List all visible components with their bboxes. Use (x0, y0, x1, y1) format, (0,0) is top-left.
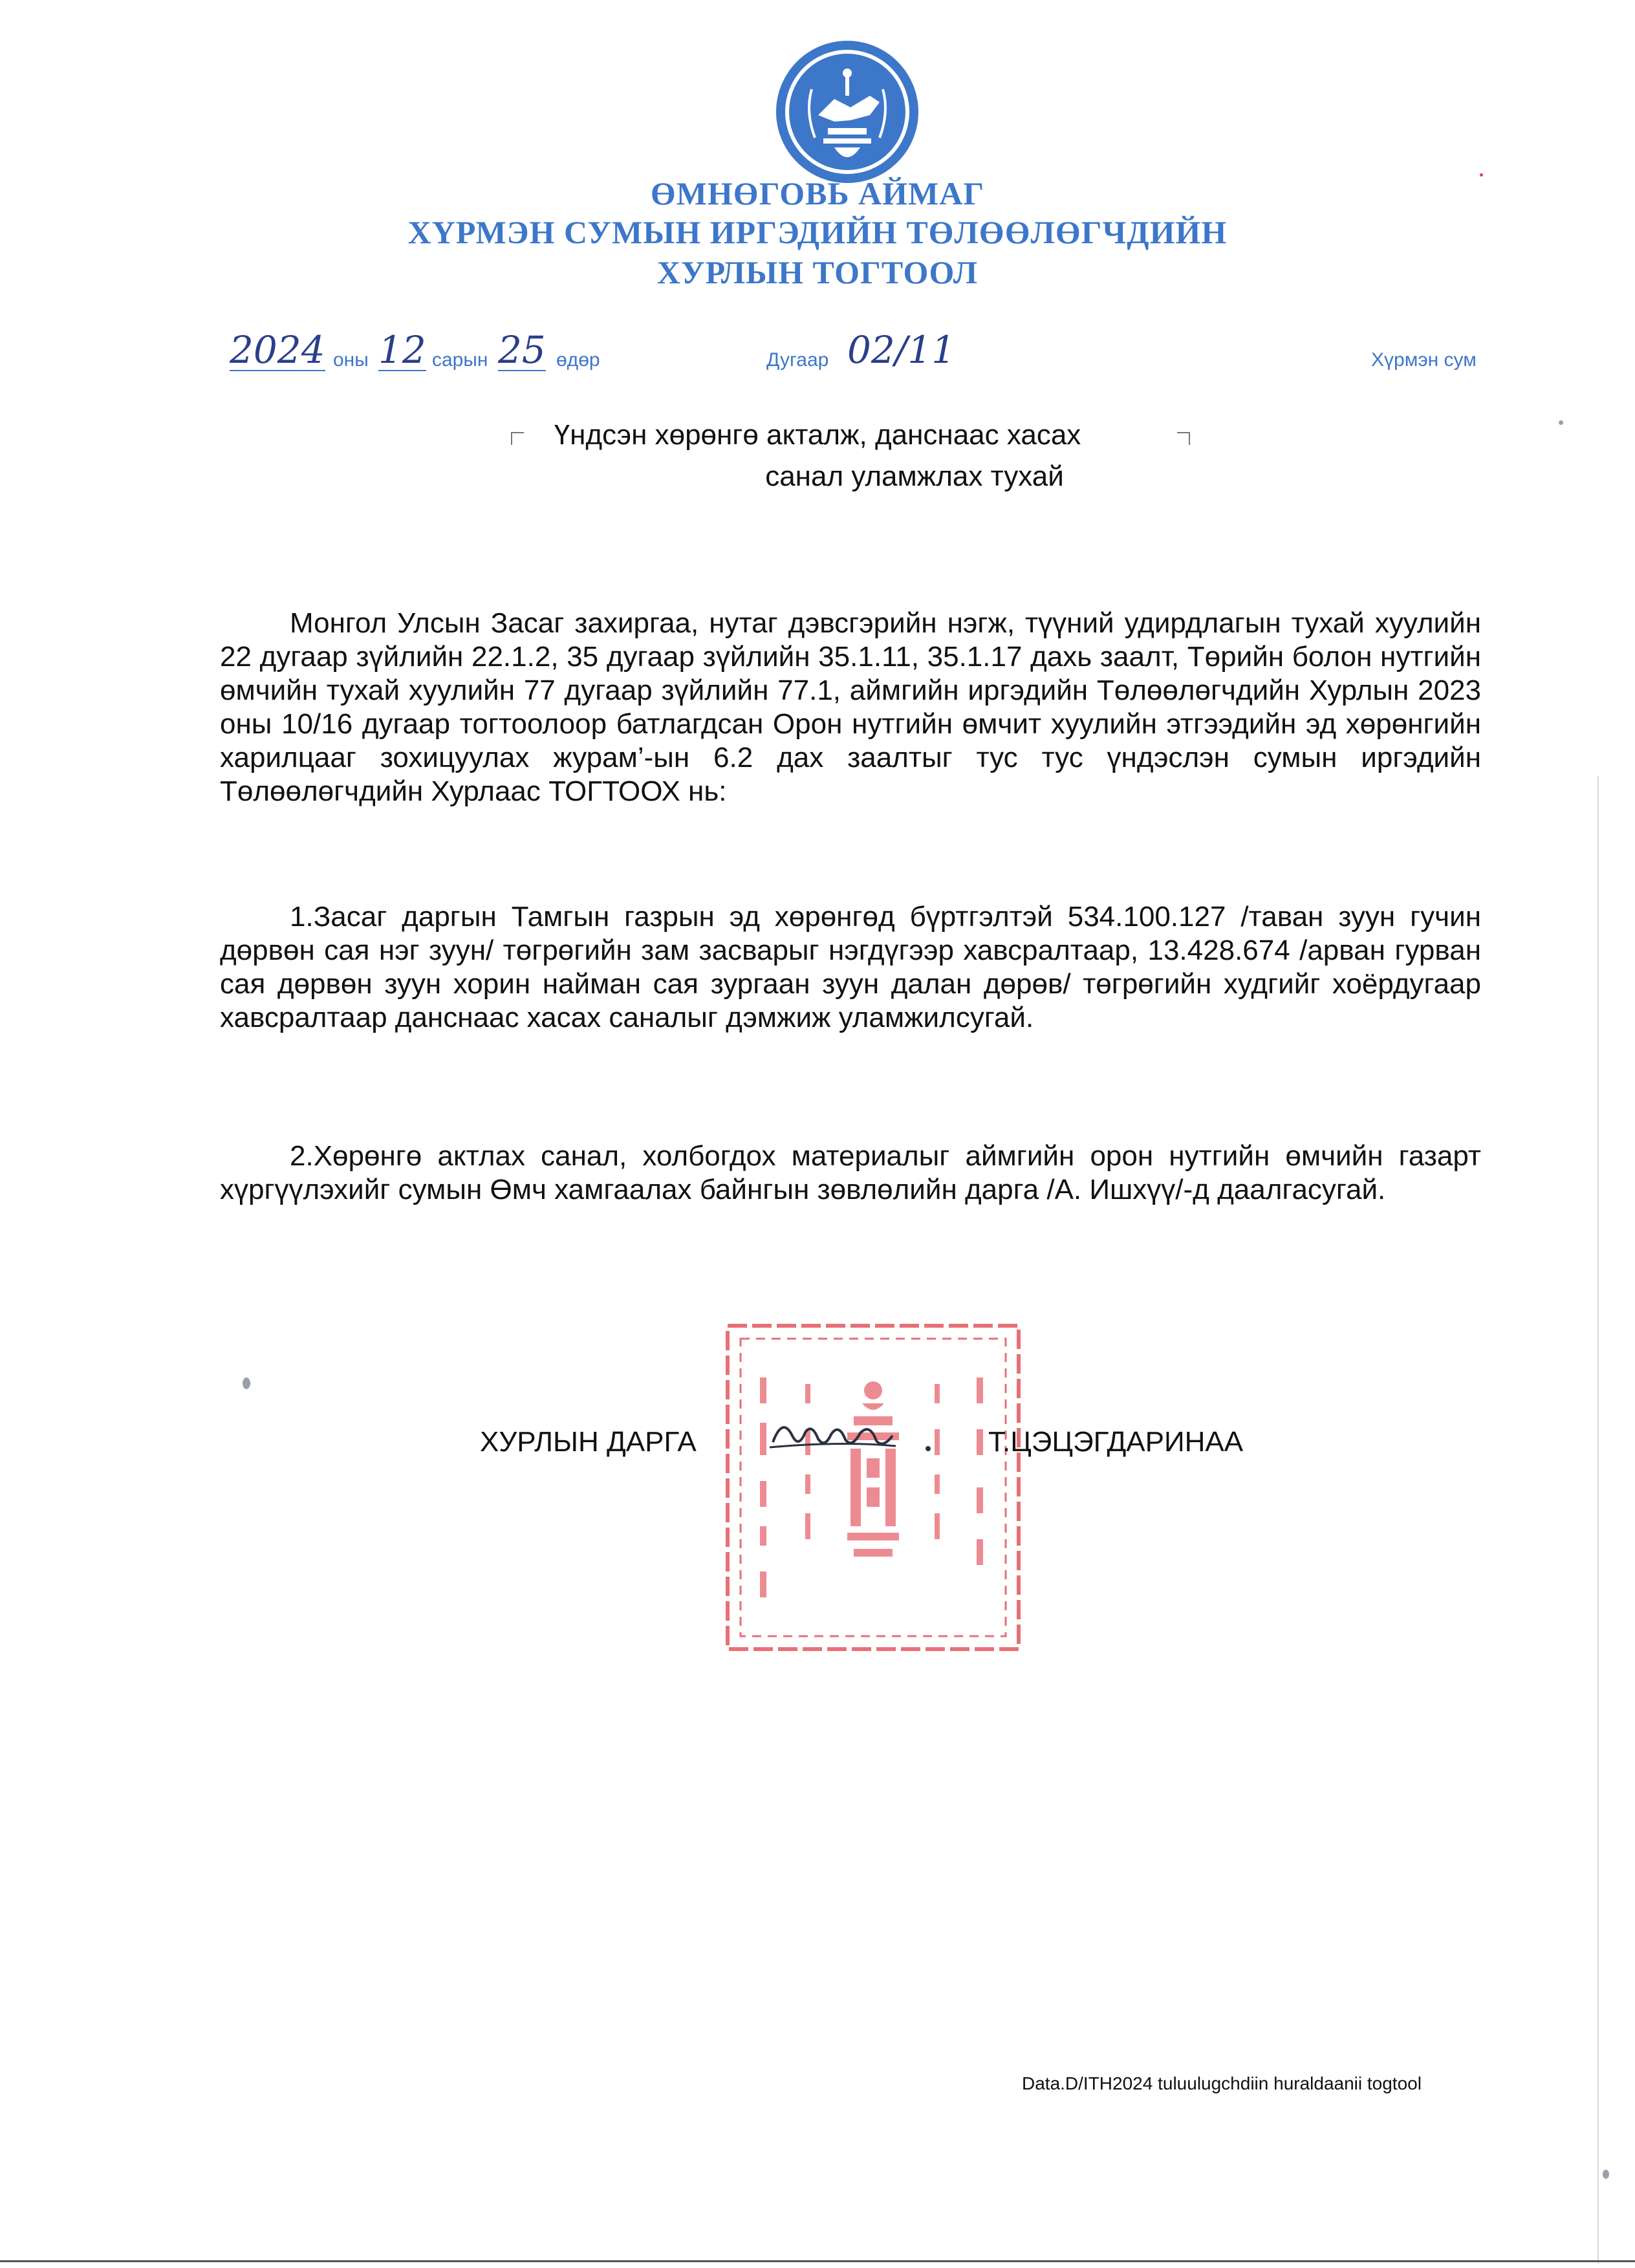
signature-name: Т.ЦЭЦЭГДАРИНАА (988, 1426, 1244, 1458)
number-label: Дугаар (766, 349, 829, 371)
body-paragraph-2: 1.Засаг даргын Тамгын газрын эд хөрөнгөд бүртгэлтэй 534.100.127 /таван зуун гучин дөрвөн сая нэг зуун/ төгрөгийн зам засварыг нэгдүгээр хавсралтаар, 13.428.674 /арван гурван сая дөрвөн зуун хорин найман сая зургаан зуун далан дөрөв/ төгрөгийн худгийг хоёрдугаар хавсралтаар данснаас хасах саналыг дэмжиж уламжилсугай. (220, 901, 1481, 1033)
place: Хүрмэн сум (1371, 349, 1477, 371)
year-handwritten: 2024 (230, 328, 325, 372)
scan-speck (243, 1377, 250, 1389)
scan-speck (1559, 420, 1563, 425)
month-handwritten: 12 (378, 328, 426, 372)
day-suffix: өдөр (556, 349, 600, 371)
meta-row (0, 330, 1635, 382)
year-suffix: оны (333, 349, 369, 371)
scan-bottom-edge (0, 2260, 1635, 2262)
handwritten-signature (766, 1410, 935, 1462)
month-suffix: сарын (432, 349, 488, 371)
day-handwritten: 25 (498, 328, 546, 372)
scan-speck (1603, 2170, 1609, 2179)
scan-speck (1480, 173, 1483, 177)
signature-title: ХУРЛЫН ДАРГА (480, 1426, 697, 1458)
body-paragraph-1: Монгол Улсын Засаг захиргаа, нутаг дэвсгэрийн нэгж, түүний удирдлагын тухай хуулийн 22 дугаар зүйлийн 22.1.2, 35 дугаар зүйлийн 35.1.11, 35.1.17 дахь заалт, Төрийн болон нутгийн өмчийн тухай хуулийн 77 дугаар зүйлийн 77.1, аймгийн иргэдийн Төлөөлөгчдийн Хурлын 2023 оны 10/16 дугаар тогтоолоор батлагдсан Орон нутгийн өмчит хуулийн этгээдийн эд хөрөнгийн харилцааг зохицуулах журам’-ын 6.2 дах заалтыг тус тус үндэслэн сумын иргэдийн Төлөөлөгчдийн Хурлаас ТОГТООХ нь: (220, 607, 1481, 807)
state-emblem-icon (773, 38, 922, 186)
footer-note: Data.D/ITH2024 tuluulugchdiin huraldaanii togtool (1022, 2073, 1422, 2093)
subject-line-2: санал уламжлах тухай (765, 460, 1064, 492)
body-paragraph-3: 2.Хөрөнгө актлах санал, холбогдох материалыг аймгийн орон нутгийн өмчийн газарт хүргүүлэхийг сумын Өмч хамгаалах байнгын зөвлөлийн дарга /А. Ишхүү/-д даалгасугай. (220, 1140, 1481, 1205)
header-province: ӨМНӨГОВЬ АЙМАГ (650, 175, 985, 211)
official-stamp (721, 1319, 1025, 1656)
header-resolution: ХУРЛЫН ТОГТООЛ (656, 254, 979, 290)
header-council: ХҮРМЭН СУМЫН ИРГЭДИЙН ТӨЛӨӨЛӨГЧДИЙН (407, 214, 1228, 250)
subject-line-1: Үндсэн хөрөнгө акталж, данснаас хасах (554, 419, 1081, 451)
number-handwritten: 02/11 (847, 328, 956, 372)
scan-edge-line (1597, 776, 1599, 2263)
